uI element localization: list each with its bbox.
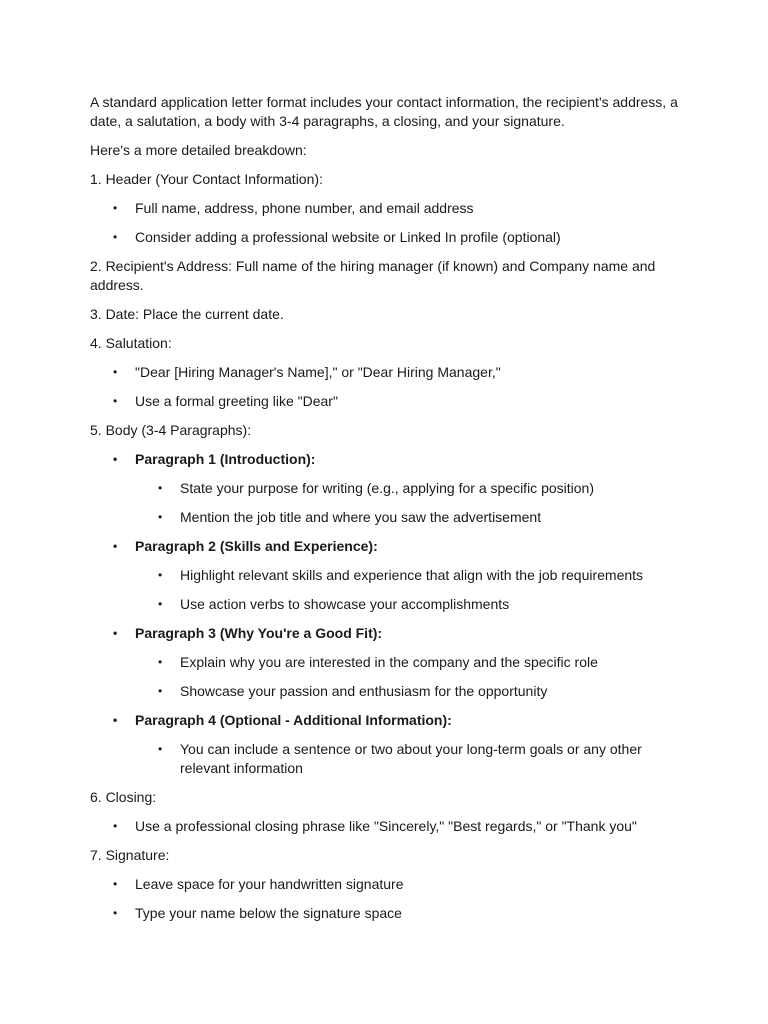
section-closing-title: 6. Closing: [90,789,157,805]
paragraph-1-items [90,479,690,527]
list-item: • Consider adding a professional website or Linked In profile (optional) [90,228,690,247]
list-item: • Use a formal greeting like "Dear" [90,392,690,411]
list-item: • Mention the job title and where you saw the advertisement [90,508,690,527]
list-item: • Type your name below the signature space [90,904,690,923]
paragraph-2-label: • Paragraph 2 (Skills and Experience): [90,537,690,556]
section-body-title: 5. Body (3-4 Paragraphs): [90,422,252,438]
list-item: • Showcase your passion and enthusiasm for the opportunity [90,682,690,701]
header-items-list [90,199,690,247]
intro-paragraph: A standard application letter format includes your contact information, the recipient's address, a date, a salutation, a body with 3-4 paragraphs, a closing, and your signature. [90,94,678,129]
section-salutation-title: 4. Salutation: [90,335,172,351]
closing-items-list [90,817,690,836]
section-signature-title: 7. Signature: [90,847,170,863]
list-item: • You can include a sentence or two about your long-term goals or any other relevant information [90,740,690,778]
paragraph-4-wrapper [90,711,690,730]
section-header-title: 1. Header (Your Contact Information): [90,171,323,187]
salutation-items-list [90,363,690,411]
list-item: • State your purpose for writing (e.g., applying for a specific position) [90,479,690,498]
list-item: • Full name, address, phone number, and email address [90,199,690,218]
paragraph-2-wrapper [90,537,690,556]
section-recipient-address: 2. Recipient's Address: Full name of the hiring manager (if known) and Company name and address. [90,258,656,293]
paragraph-3-wrapper [90,624,690,643]
paragraph-4-items [90,740,690,778]
paragraph-1-label: • Paragraph 1 (Introduction): [90,450,690,469]
paragraph-2-items [90,566,690,614]
list-item: • Leave space for your handwritten signature [90,875,690,894]
paragraph-3-items [90,653,690,701]
section-date: 3. Date: Place the current date. [90,306,284,322]
list-item: • Highlight relevant skills and experience that align with the job requirements [90,566,690,585]
list-item: • "Dear [Hiring Manager's Name]," or "Dear Hiring Manager," [90,363,690,382]
paragraph-4-label: • Paragraph 4 (Optional - Additional Information): [90,711,690,730]
body-paragraphs-list [90,450,690,469]
document-body [90,93,690,933]
paragraph-3-label: • Paragraph 3 (Why You're a Good Fit): [90,624,690,643]
signature-items-list [90,875,690,923]
list-item: • Use action verbs to showcase your accomplishments [90,595,690,614]
list-item: • Explain why you are interested in the company and the specific role [90,653,690,672]
breakdown-intro: Here's a more detailed breakdown: [90,142,307,158]
list-item: • Use a professional closing phrase like "Sincerely," "Best regards," or "Thank you" [90,817,690,836]
